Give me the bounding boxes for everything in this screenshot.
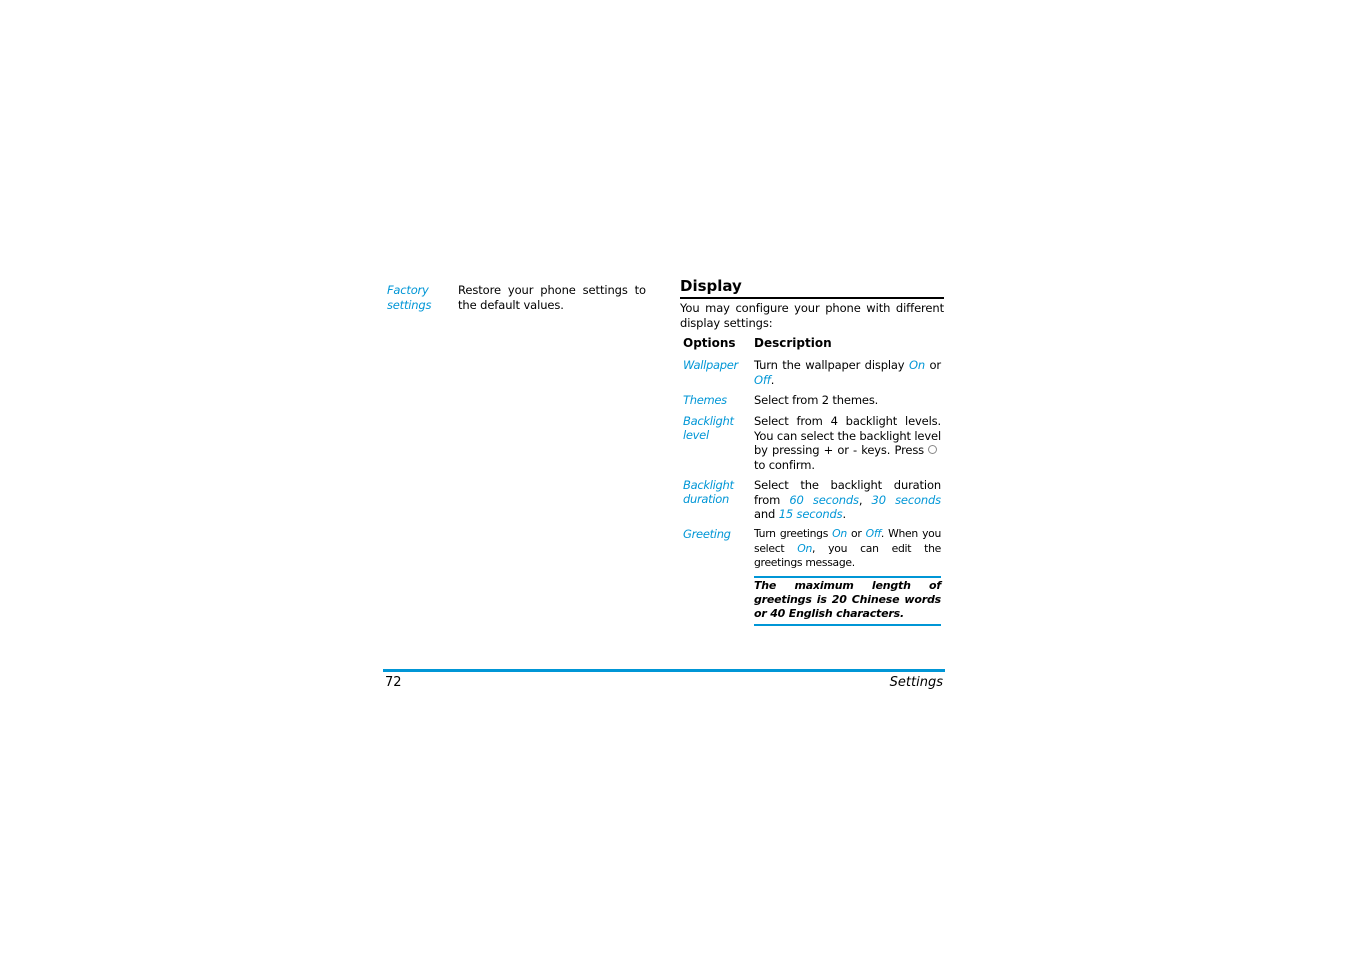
greeting-length-note: The maximum length of greetings is 20 Chinese words or 40 English characters. — [754, 576, 941, 626]
text-segment: or — [846, 527, 866, 540]
backlight-duration-description — [754, 478, 941, 522]
text-segment: , — [858, 492, 872, 507]
display-intro: You may configure your phone with different display settings: — [680, 301, 944, 330]
footer-rule — [383, 669, 945, 672]
text-segment: . — [770, 372, 775, 387]
factory-settings-description: Restore your phone settings to the default values. — [458, 283, 646, 312]
value-15-seconds: 15 seconds — [778, 507, 843, 521]
backlight-level-description — [754, 414, 941, 472]
option-factory-settings: Factory settings — [387, 283, 432, 312]
text-segment: to confirm. — [754, 457, 815, 472]
text-segment: or — [925, 358, 941, 372]
text-segment: Select from 4 backlight levels. You can select the backlight level by pressing + or - keys. Press — [754, 414, 941, 457]
wallpaper-description — [754, 358, 941, 387]
option-wallpaper: Wallpaper — [683, 358, 738, 372]
value-on: On — [832, 527, 847, 540]
text-segment: and — [754, 507, 779, 521]
option-backlight-duration: Backlight duration — [683, 478, 734, 506]
confirm-key-icon — [928, 445, 937, 454]
value-on: On — [797, 541, 813, 555]
text-segment: Turn the wallpaper display — [754, 358, 909, 372]
page-number: 72 — [385, 675, 402, 690]
text-segment: Turn greetings — [754, 527, 833, 540]
value-30-seconds: 30 seconds — [871, 492, 942, 507]
text-segment: . When you select — [754, 527, 942, 555]
footer-section-name: Settings — [889, 675, 943, 690]
greeting-description — [754, 527, 941, 571]
text-segment: Select the backlight duration from — [754, 478, 941, 507]
value-off: Off — [865, 527, 881, 540]
option-greeting: Greeting — [683, 527, 731, 541]
themes-description: Select from 2 themes. — [754, 393, 879, 407]
text-segment: . — [842, 507, 847, 521]
text-segment: , you can edit the greetings message. — [754, 541, 941, 569]
table-header-options: Options — [683, 336, 736, 350]
option-themes: Themes — [683, 393, 727, 407]
value-off: Off — [754, 372, 771, 387]
table-header-description: Description — [754, 336, 832, 350]
value-60-seconds: 60 seconds — [789, 492, 859, 507]
value-on: On — [908, 358, 926, 372]
section-title-display: Display — [680, 276, 944, 299]
option-backlight-level: Backlight level — [683, 414, 734, 442]
